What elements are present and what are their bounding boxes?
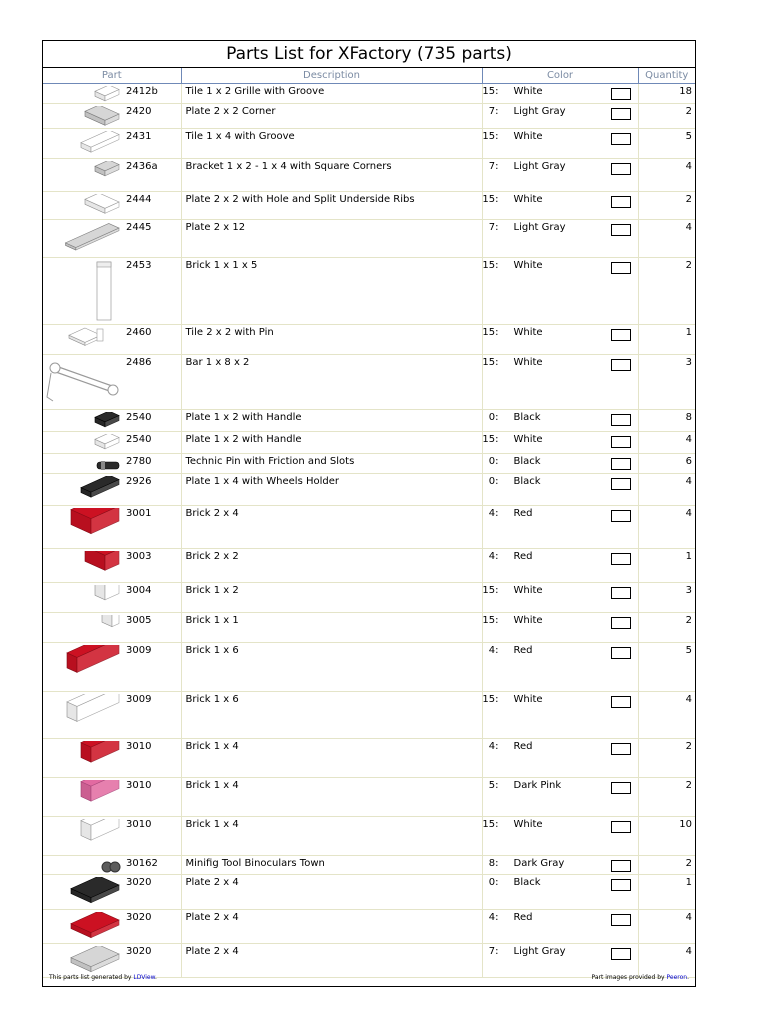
- table-row: [43, 84, 695, 104]
- color-name: White: [513, 819, 543, 830]
- part-number: 2453: [126, 260, 152, 271]
- checkbox[interactable]: [611, 196, 631, 208]
- part-number: 3020: [126, 946, 152, 957]
- part-description: Brick 2 x 4: [181, 506, 482, 549]
- color-cell: [482, 778, 638, 817]
- color-code: 15:: [482, 434, 499, 445]
- color-name: Red: [513, 645, 533, 656]
- checkbox[interactable]: [611, 696, 631, 708]
- checkbox[interactable]: [611, 879, 631, 891]
- checkbox[interactable]: [611, 860, 631, 872]
- part-description: Plate 2 x 12: [181, 220, 482, 258]
- part-cell: [43, 454, 181, 474]
- part-cell: [43, 474, 181, 506]
- table-header-row: [43, 68, 695, 84]
- color-cell: [482, 817, 638, 856]
- table-row: [43, 817, 695, 856]
- part-number: 3004: [126, 585, 152, 596]
- part-quantity: 2: [638, 739, 695, 778]
- checkbox[interactable]: [611, 617, 631, 629]
- part-quantity: 4: [638, 692, 695, 739]
- color-code: 15:: [482, 357, 499, 368]
- color-code: 15:: [482, 585, 499, 596]
- part-quantity: 5: [638, 643, 695, 692]
- part-number: 2445: [126, 222, 152, 233]
- part-cell: [43, 856, 181, 875]
- part-description: Brick 1 x 2: [181, 583, 482, 613]
- bar-icon: [45, 357, 125, 409]
- brick-icon: [45, 819, 125, 855]
- hole-plate-icon: [45, 194, 125, 219]
- checkbox[interactable]: [611, 948, 631, 960]
- color-cell: [482, 129, 638, 159]
- part-number: 3010: [126, 780, 152, 791]
- part-cell: [43, 159, 181, 192]
- color-name: Light Gray: [513, 106, 566, 117]
- part-number: 2436a: [126, 161, 158, 172]
- part-description: Brick 1 x 4: [181, 817, 482, 856]
- part-quantity: 6: [638, 454, 695, 474]
- part-number: 2780: [126, 456, 152, 467]
- checkbox[interactable]: [611, 647, 631, 659]
- part-number: 3005: [126, 615, 152, 626]
- table-row: [43, 944, 695, 978]
- part-description: Bracket 1 x 2 - 1 x 4 with Square Corners: [181, 159, 482, 192]
- part-quantity: 18: [638, 84, 695, 104]
- checkbox[interactable]: [611, 88, 631, 100]
- part-cell: [43, 643, 181, 692]
- color-name: Red: [513, 912, 533, 923]
- color-name: White: [513, 86, 543, 97]
- part-cell: [43, 432, 181, 454]
- long-plate-icon: [45, 222, 125, 257]
- column-header-description: Description: [181, 68, 482, 84]
- color-name: Light Gray: [513, 222, 566, 233]
- color-cell: [482, 220, 638, 258]
- brick-icon: [45, 585, 125, 612]
- color-code: 15:: [482, 194, 499, 205]
- table-row: [43, 410, 695, 432]
- color-name: Dark Gray: [513, 858, 565, 869]
- part-quantity: 8: [638, 410, 695, 432]
- color-code: 7:: [488, 106, 499, 117]
- part-description: Plate 2 x 2 with Hole and Split Underside Ribs: [181, 192, 482, 220]
- bracket-icon: [45, 161, 125, 191]
- color-name: Light Gray: [513, 946, 566, 957]
- plate-icon: [45, 946, 125, 977]
- part-number: 30162: [126, 858, 158, 869]
- part-number: 2420: [126, 106, 152, 117]
- part-quantity: 1: [638, 549, 695, 583]
- checkbox[interactable]: [611, 510, 631, 522]
- corner-plate-icon: [45, 106, 125, 128]
- part-description: Plate 2 x 4: [181, 875, 482, 910]
- part-number: 2431: [126, 131, 152, 142]
- checkbox[interactable]: [611, 224, 631, 236]
- color-code: 4:: [488, 551, 499, 562]
- part-description: Plate 1 x 2 with Handle: [181, 432, 482, 454]
- color-code: 4:: [488, 912, 499, 923]
- color-cell: [482, 875, 638, 910]
- part-cell: [43, 104, 181, 129]
- part-description: Brick 1 x 1 x 5: [181, 258, 482, 325]
- part-description: Tile 2 x 2 with Pin: [181, 325, 482, 355]
- part-cell: [43, 875, 181, 910]
- part-cell: [43, 220, 181, 258]
- color-name: White: [513, 357, 543, 368]
- part-description: Brick 2 x 2: [181, 549, 482, 583]
- brick-icon: [45, 780, 125, 816]
- color-cell: [482, 432, 638, 454]
- part-quantity: 2: [638, 613, 695, 643]
- color-cell: [482, 325, 638, 355]
- brick-icon: [45, 551, 125, 582]
- part-quantity: 2: [638, 258, 695, 325]
- color-name: Black: [513, 412, 541, 423]
- color-name: White: [513, 694, 543, 705]
- part-description: Brick 1 x 4: [181, 778, 482, 817]
- color-cell: [482, 410, 638, 432]
- part-description: Plate 2 x 2 Corner: [181, 104, 482, 129]
- part-quantity: 2: [638, 192, 695, 220]
- color-cell: [482, 258, 638, 325]
- tile-icon: [45, 131, 125, 158]
- brick-icon: [45, 508, 125, 548]
- part-cell: [43, 583, 181, 613]
- table-row: [43, 220, 695, 258]
- part-cell: [43, 84, 181, 104]
- page-title: Parts List for XFactory (735 parts): [43, 41, 695, 68]
- table-row: [43, 104, 695, 129]
- color-code: 0:: [488, 412, 499, 423]
- color-cell: [482, 454, 638, 474]
- part-description: Brick 1 x 6: [181, 692, 482, 739]
- checkbox[interactable]: [611, 587, 631, 599]
- checkbox[interactable]: [611, 458, 631, 470]
- color-cell: [482, 910, 638, 944]
- plate-icon: [45, 877, 125, 909]
- color-code: 4:: [488, 645, 499, 656]
- brick-icon: [45, 694, 125, 738]
- table-row: [43, 643, 695, 692]
- part-cell: [43, 692, 181, 739]
- footer: [49, 974, 689, 984]
- checkbox[interactable]: [611, 163, 631, 175]
- part-cell: [43, 817, 181, 856]
- checkbox[interactable]: [611, 478, 631, 490]
- color-name: Dark Pink: [513, 780, 562, 791]
- part-quantity: 4: [638, 159, 695, 192]
- part-quantity: 4: [638, 910, 695, 944]
- color-cell: [482, 692, 638, 739]
- part-description: Bar 1 x 8 x 2: [181, 355, 482, 410]
- pin-tile-icon: [45, 327, 125, 354]
- part-cell: [43, 613, 181, 643]
- table-row: [43, 856, 695, 875]
- color-code: 15:: [482, 694, 499, 705]
- table-row: [43, 129, 695, 159]
- column-header-part: Part: [43, 68, 181, 84]
- color-code: 15:: [482, 260, 499, 271]
- part-number: 3020: [126, 877, 152, 888]
- checkbox[interactable]: [611, 782, 631, 794]
- parts-list-sheet: [42, 40, 696, 987]
- color-cell: [482, 739, 638, 778]
- part-number: 2412b: [126, 86, 158, 97]
- part-number: 3001: [126, 508, 152, 519]
- color-cell: [482, 192, 638, 220]
- peeron-link[interactable]: Peeron: [666, 974, 688, 981]
- part-number: 2460: [126, 327, 152, 338]
- part-cell: [43, 910, 181, 944]
- color-code: 7:: [488, 161, 499, 172]
- part-description: Technic Pin with Friction and Slots: [181, 454, 482, 474]
- column-header-quantity: Quantity: [638, 68, 695, 84]
- checkbox[interactable]: [611, 436, 631, 448]
- color-name: Black: [513, 476, 541, 487]
- part-cell: [43, 549, 181, 583]
- part-quantity: 5: [638, 129, 695, 159]
- part-description: Plate 2 x 4: [181, 944, 482, 978]
- checkbox[interactable]: [611, 108, 631, 120]
- footer-credit-right: Part images provided by Peeron.: [591, 974, 689, 981]
- part-number: 3009: [126, 645, 152, 656]
- color-name: White: [513, 434, 543, 445]
- color-code: 0:: [488, 877, 499, 888]
- ldview-link[interactable]: LDView: [133, 974, 155, 981]
- part-quantity: 2: [638, 856, 695, 875]
- part-number: 2926: [126, 476, 152, 487]
- part-cell: [43, 355, 181, 410]
- color-code: 5:: [488, 780, 499, 791]
- color-code: 15:: [482, 819, 499, 830]
- color-cell: [482, 159, 638, 192]
- color-name: White: [513, 131, 543, 142]
- handle-plate-icon: [45, 412, 125, 431]
- part-cell: [43, 944, 181, 978]
- checkbox[interactable]: [611, 133, 631, 145]
- checkbox[interactable]: [611, 914, 631, 926]
- part-quantity: 3: [638, 583, 695, 613]
- table-row: [43, 506, 695, 549]
- color-code: 0:: [488, 476, 499, 487]
- checkbox[interactable]: [611, 743, 631, 755]
- color-code: 15:: [482, 86, 499, 97]
- table-row: [43, 739, 695, 778]
- table-row: [43, 325, 695, 355]
- part-cell: [43, 192, 181, 220]
- color-code: 15:: [482, 131, 499, 142]
- part-description: Tile 1 x 4 with Groove: [181, 129, 482, 159]
- column-header-color: Color: [482, 68, 638, 84]
- color-name: White: [513, 194, 543, 205]
- part-number: 3020: [126, 912, 152, 923]
- table-row: [43, 778, 695, 817]
- wheels-holder-icon: [45, 476, 125, 505]
- color-name: Black: [513, 877, 541, 888]
- part-quantity: 4: [638, 432, 695, 454]
- table-row: [43, 583, 695, 613]
- part-quantity: 4: [638, 944, 695, 978]
- brick-icon: [45, 615, 125, 642]
- checkbox[interactable]: [611, 359, 631, 371]
- part-description: Plate 2 x 4: [181, 910, 482, 944]
- color-name: White: [513, 327, 543, 338]
- color-name: Red: [513, 551, 533, 562]
- part-description: Brick 1 x 6: [181, 643, 482, 692]
- part-number: 3010: [126, 819, 152, 830]
- table-row: [43, 549, 695, 583]
- color-name: Red: [513, 741, 533, 752]
- part-number: 2486: [126, 357, 152, 368]
- color-code: 0:: [488, 456, 499, 467]
- color-cell: [482, 84, 638, 104]
- part-number: 2540: [126, 434, 152, 445]
- color-cell: [482, 613, 638, 643]
- color-cell: [482, 643, 638, 692]
- color-code: 4:: [488, 508, 499, 519]
- table-row: [43, 613, 695, 643]
- part-number: 3003: [126, 551, 152, 562]
- part-cell: [43, 258, 181, 325]
- checkbox[interactable]: [611, 414, 631, 426]
- color-code: 8:: [488, 858, 499, 869]
- grille-tile-icon: [45, 86, 125, 103]
- table-row: [43, 474, 695, 506]
- color-code: 15:: [482, 615, 499, 626]
- color-cell: [482, 549, 638, 583]
- binoculars-icon: [45, 858, 125, 874]
- color-cell: [482, 944, 638, 978]
- table-row: [43, 875, 695, 910]
- part-description: Minifig Tool Binoculars Town: [181, 856, 482, 875]
- part-number: 3010: [126, 741, 152, 752]
- color-cell: [482, 583, 638, 613]
- table-row: [43, 692, 695, 739]
- part-cell: [43, 410, 181, 432]
- part-quantity: 2: [638, 104, 695, 129]
- part-description: Brick 1 x 4: [181, 739, 482, 778]
- color-name: White: [513, 260, 543, 271]
- checkbox[interactable]: [611, 262, 631, 274]
- color-cell: [482, 104, 638, 129]
- part-description: Plate 1 x 4 with Wheels Holder: [181, 474, 482, 506]
- part-cell: [43, 739, 181, 778]
- table-row: [43, 910, 695, 944]
- color-code: 7:: [488, 946, 499, 957]
- plate-icon: [45, 912, 125, 943]
- technic-pin-icon: [45, 456, 125, 473]
- part-cell: [43, 506, 181, 549]
- color-code: 4:: [488, 741, 499, 752]
- part-quantity: 4: [638, 474, 695, 506]
- checkbox[interactable]: [611, 553, 631, 565]
- part-cell: [43, 129, 181, 159]
- part-quantity: 1: [638, 325, 695, 355]
- checkbox[interactable]: [611, 821, 631, 833]
- part-number: 3009: [126, 694, 152, 705]
- footer-credit-left: This parts list generated by LDView.: [49, 974, 157, 981]
- color-name: Red: [513, 508, 533, 519]
- parts-table: [43, 68, 695, 978]
- color-cell: [482, 355, 638, 410]
- table-row: [43, 454, 695, 474]
- color-cell: [482, 856, 638, 875]
- tall-brick-icon: [45, 260, 125, 324]
- parts-table-body: [43, 84, 695, 978]
- part-quantity: 10: [638, 817, 695, 856]
- table-row: [43, 192, 695, 220]
- color-cell: [482, 506, 638, 549]
- table-row: [43, 355, 695, 410]
- part-quantity: 4: [638, 220, 695, 258]
- part-cell: [43, 778, 181, 817]
- color-code: 15:: [482, 327, 499, 338]
- color-name: Light Gray: [513, 161, 566, 172]
- color-cell: [482, 474, 638, 506]
- color-code: 7:: [488, 222, 499, 233]
- table-row: [43, 432, 695, 454]
- table-row: [43, 258, 695, 325]
- brick-icon: [45, 645, 125, 691]
- color-name: White: [513, 615, 543, 626]
- color-name: White: [513, 585, 543, 596]
- part-quantity: 3: [638, 355, 695, 410]
- brick-icon: [45, 741, 125, 777]
- table-row: [43, 159, 695, 192]
- part-quantity: 1: [638, 875, 695, 910]
- part-description: Brick 1 x 1: [181, 613, 482, 643]
- part-number: 2444: [126, 194, 152, 205]
- handle-plate-icon: [45, 434, 125, 453]
- color-name: Black: [513, 456, 541, 467]
- part-description: Plate 1 x 2 with Handle: [181, 410, 482, 432]
- part-quantity: 2: [638, 778, 695, 817]
- part-description: Tile 1 x 2 Grille with Groove: [181, 84, 482, 104]
- part-quantity: 4: [638, 506, 695, 549]
- part-cell: [43, 325, 181, 355]
- checkbox[interactable]: [611, 329, 631, 341]
- part-number: 2540: [126, 412, 152, 423]
